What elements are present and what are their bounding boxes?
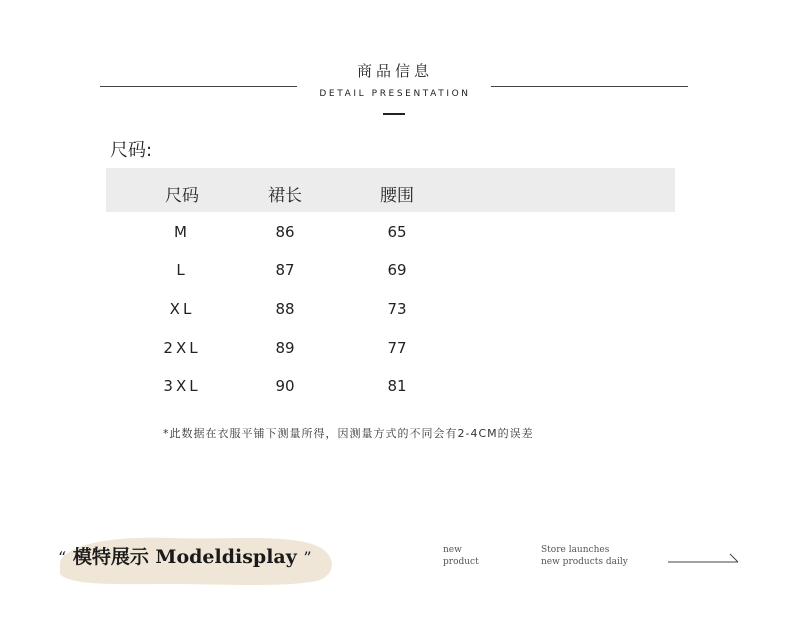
title-underline	[383, 113, 405, 115]
model-display-title	[58, 542, 312, 569]
new-product-line2: product	[443, 557, 479, 567]
table-cell-size: XL	[169, 300, 195, 318]
table-header-waist: 腰围	[380, 186, 414, 206]
table-header-length: 裙长	[268, 186, 302, 206]
close-quote: ”	[303, 548, 312, 567]
store-launch-line1: Store launches	[541, 545, 610, 555]
store-launch-line2: new products daily	[541, 557, 628, 567]
table-header-size: 尺码	[165, 186, 199, 206]
table-cell-length: 86	[275, 223, 295, 241]
table-cell-waist: 73	[387, 300, 407, 318]
table-cell-size: 2XL	[163, 339, 201, 357]
table-cell-length: 87	[275, 261, 295, 279]
measurement-footnote: *此数据在衣服平铺下测量所得，因测量方式的不同会有2-4CM的误差	[163, 427, 534, 440]
table-cell-waist: 65	[387, 223, 407, 241]
new-product-line1: new	[443, 545, 462, 555]
table-cell-length: 89	[275, 339, 295, 357]
header-rule-right	[491, 86, 688, 87]
table-cell-length: 90	[275, 377, 295, 395]
table-cell-waist: 81	[387, 377, 407, 395]
table-cell-waist: 77	[387, 339, 407, 357]
new-product-tag	[443, 544, 479, 568]
table-cell-size: M	[174, 223, 190, 241]
model-display-text: 模特展示 Modeldisplay	[72, 546, 297, 568]
table-cell-size: L	[176, 261, 188, 279]
section-subtitle: DETAIL PRESENTATION	[319, 89, 471, 99]
table-cell-waist: 69	[387, 261, 407, 279]
section-title: 商品信息	[356, 62, 433, 80]
arrow-right-icon	[666, 548, 742, 568]
header-rule-left	[100, 86, 297, 87]
store-launch-tag	[541, 544, 628, 568]
size-label: 尺码:	[110, 140, 153, 161]
open-quote: “	[58, 548, 67, 567]
table-cell-length: 88	[275, 300, 295, 318]
table-cell-size: 3XL	[163, 377, 201, 395]
